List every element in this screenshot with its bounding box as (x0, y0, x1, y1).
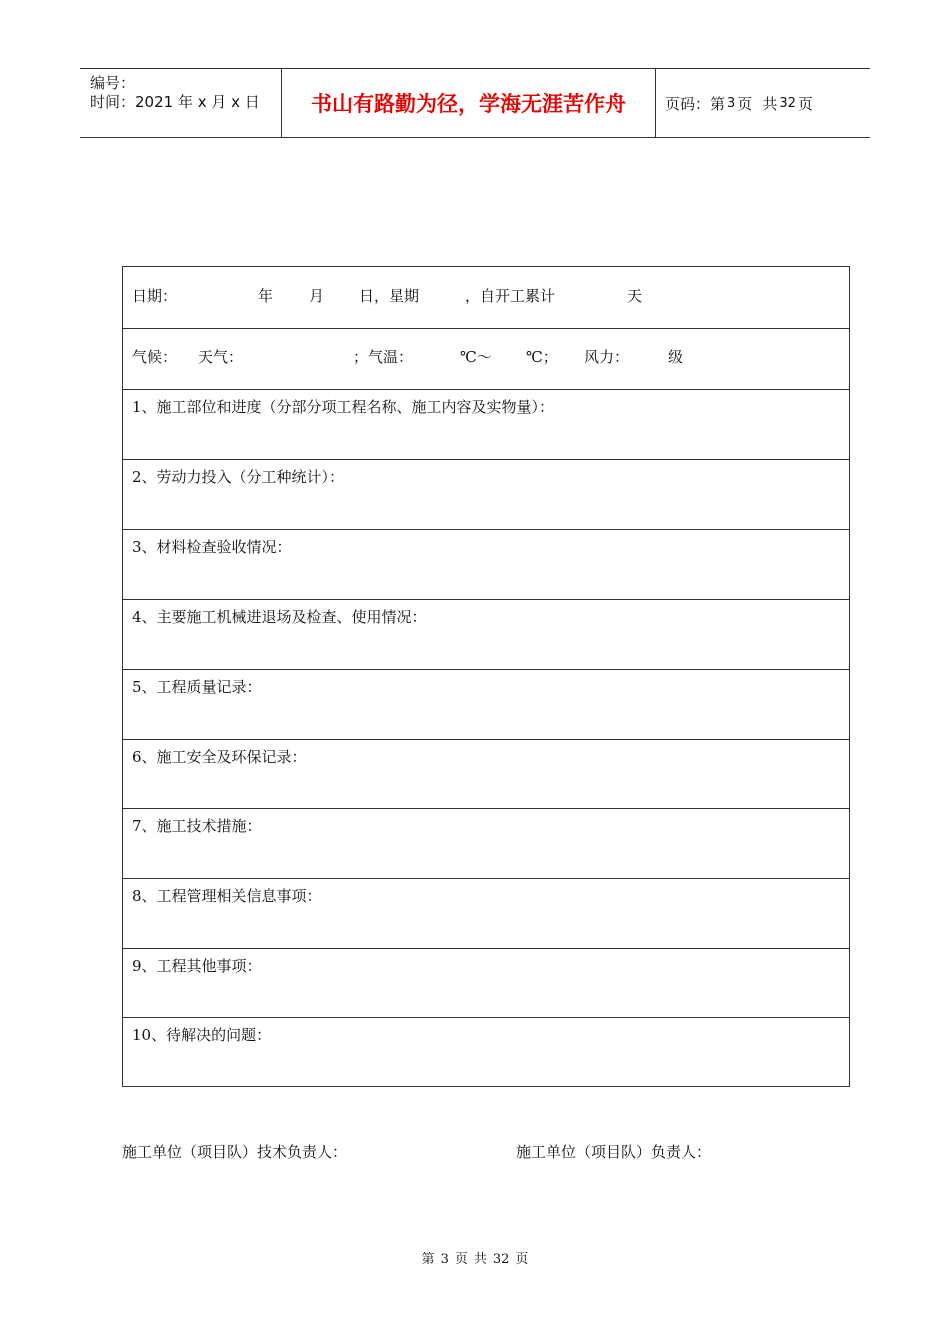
days-unit-label: 天 (627, 287, 643, 305)
log-item-technical-measures (123, 809, 849, 879)
log-item-management (123, 879, 849, 949)
log-item-label: 9、工程其他事项： (132, 957, 262, 975)
wind-unit: 级 (668, 348, 684, 366)
page-footer (0, 1248, 950, 1267)
log-item-quality (123, 670, 849, 740)
date-row (123, 267, 849, 329)
signature-lead: 施工单位（项目队）负责人： (516, 1143, 712, 1161)
temperature-label: ；气温： (353, 348, 414, 366)
serial-number-label: 编号： (90, 74, 136, 92)
log-item-label: 2、劳动力投入（分工种统计）： (132, 468, 345, 486)
header-motto: 书山有路勤为径，学海无涯苦作舟 (282, 69, 656, 137)
log-item-machinery (123, 600, 849, 670)
weather-label: 天气： (198, 348, 244, 366)
cumulative-days-label: ，自开工累计 (465, 287, 556, 305)
footer-total: 32 (492, 1252, 510, 1267)
wind-label: 风力： (584, 348, 630, 366)
date-label: 日期： (132, 287, 178, 305)
header-meta-cell (80, 69, 282, 137)
temperature-from-unit: ℃～ (460, 348, 492, 366)
page-suffix: 页 (797, 94, 813, 113)
page-total-prefix: 共 (762, 94, 778, 113)
header-page-number (656, 69, 870, 137)
footer-current: 3 (440, 1252, 449, 1267)
page-mid: 页 (737, 94, 753, 113)
log-item-label: 7、施工技术措施： (132, 817, 262, 835)
footer-prefix: 第 (421, 1252, 435, 1267)
log-item-labor (123, 460, 849, 530)
year-label: 年 (258, 287, 274, 305)
log-item-label: 8、工程管理相关信息事项： (132, 887, 322, 905)
page-total: 32 (779, 95, 796, 111)
page-current: 3 (727, 95, 736, 111)
log-item-label: 3、材料检查验收情况： (132, 538, 292, 556)
page-prefix: 页码：第 (665, 94, 726, 113)
footer-mid: 页 (454, 1252, 468, 1267)
weather-row (123, 329, 849, 390)
temperature-to-unit: ℃； (526, 348, 558, 366)
footer-total-prefix: 共 (473, 1252, 487, 1267)
log-item-materials (123, 530, 849, 600)
footer-suffix: 页 (515, 1252, 529, 1267)
log-item-label: 6、施工安全及环保记录： (132, 748, 307, 766)
log-item-label: 1、施工部位和进度（分部分项工程名称、施工内容及实物量）： (132, 398, 555, 416)
log-item-safety (123, 740, 849, 809)
signature-tech-lead: 施工单位（项目队）技术负责人： (122, 1143, 348, 1161)
month-label: 月 (309, 287, 325, 305)
construction-log-table (122, 266, 850, 1087)
log-item-pending-issues (123, 1018, 849, 1086)
log-item-label: 10、待解决的问题： (132, 1026, 272, 1044)
climate-label: 气候： (132, 348, 178, 366)
day-weekday-label: 日，星期 (359, 287, 420, 305)
page-header (80, 68, 870, 138)
log-item-progress (123, 390, 849, 460)
log-item-label: 5、工程质量记录： (132, 678, 262, 696)
log-item-label: 4、主要施工机械进退场及检查、使用情况： (132, 608, 427, 626)
date-label: 时间：2021 年 x 月 x 日 (90, 93, 260, 111)
log-item-other (123, 949, 849, 1018)
